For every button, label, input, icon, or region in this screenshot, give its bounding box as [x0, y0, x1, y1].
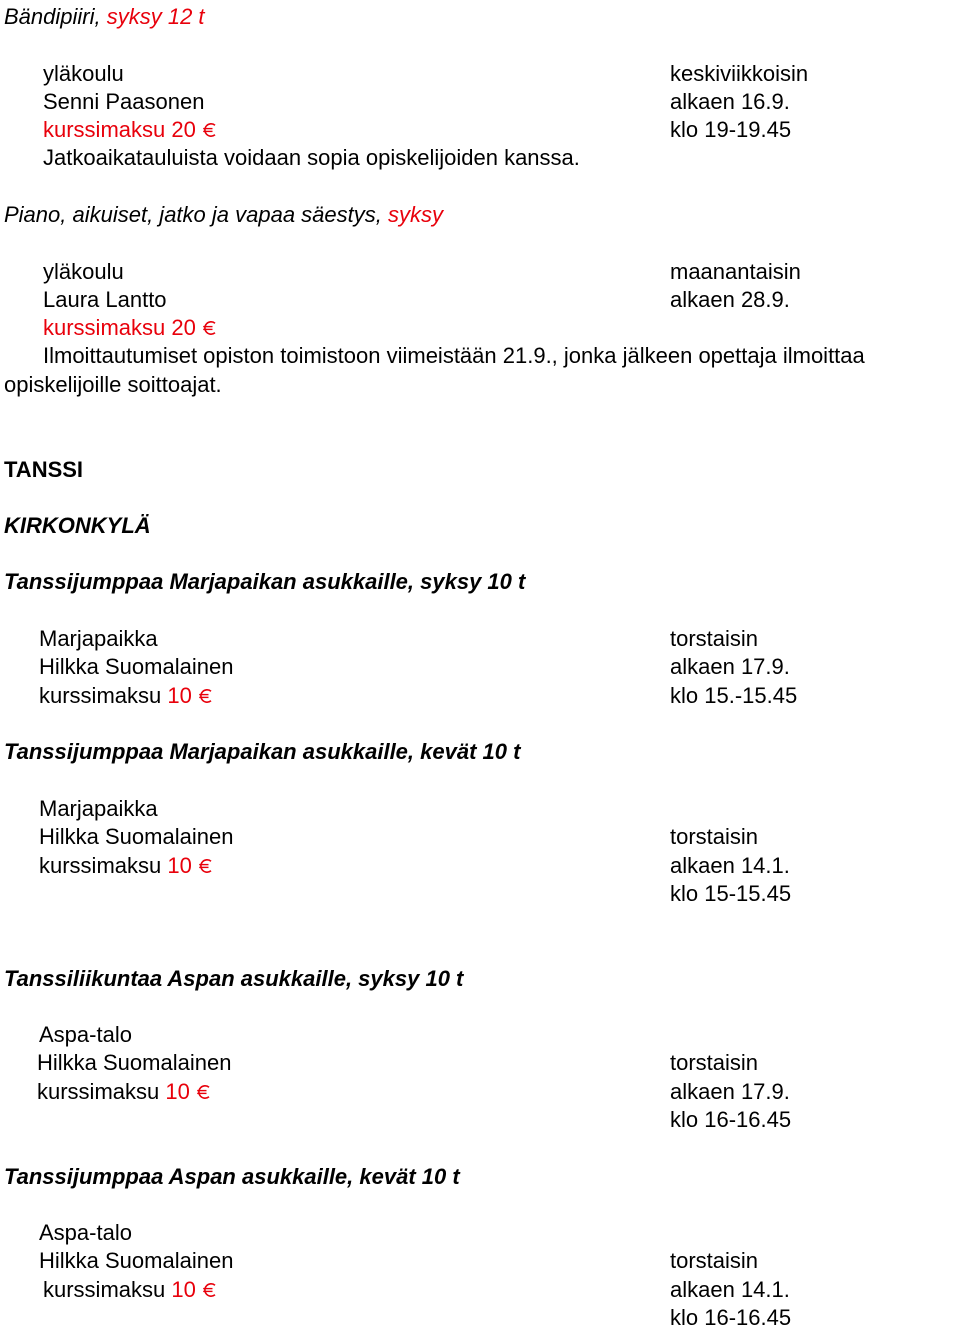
course2-fee-amount: 10 — [167, 853, 192, 878]
euro-icon — [198, 858, 214, 874]
piano-day: maanantaisin — [670, 259, 801, 284]
piano-teacher: Laura Lantto — [43, 287, 167, 312]
course4-title: Tanssijumppaa Aspan asukkaille, kevät 10 t — [4, 1164, 460, 1189]
bandipiiri-fee — [43, 119, 218, 141]
euro-icon — [202, 1282, 218, 1298]
course1-start: alkaen 17.9. — [670, 654, 790, 679]
piano-note-line2: opiskelijoille soittoajat. — [4, 372, 222, 397]
course1-teacher: Hilkka Suomalainen — [39, 654, 234, 679]
section-heading: TANSSI — [4, 457, 84, 482]
course4-fee-label: kurssimaksu — [43, 1277, 166, 1302]
euro-icon — [202, 122, 218, 138]
course3-teacher: Hilkka Suomalainen — [37, 1050, 232, 1075]
course1-title: Tanssijumppaa Marjapaikan asukkaille, syksy 10 t — [4, 569, 526, 594]
course2-time: klo 15-15.45 — [670, 881, 792, 906]
bandipiiri-fee-label: kurssimaksu — [43, 117, 166, 142]
piano-fee — [43, 317, 218, 339]
course2-day: torstaisin — [670, 824, 759, 849]
course3-fee-amount: 10 — [165, 1079, 190, 1104]
piano-start: alkaen 28.9. — [670, 287, 790, 312]
course3-fee — [37, 1081, 212, 1103]
course1-time: klo 15.-15.45 — [670, 683, 798, 708]
course4-fee — [43, 1279, 218, 1301]
piano-title — [4, 204, 443, 226]
course3-time: klo 16-16.45 — [670, 1107, 792, 1132]
bandipiiri-fee-amount: 20 — [171, 117, 196, 142]
course2-start: alkaen 14.1. — [670, 853, 790, 878]
euro-icon — [198, 688, 214, 704]
course1-fee-label: kurssimaksu — [39, 683, 162, 708]
bandipiiri-day: keskiviikkoisin — [670, 61, 809, 86]
bandipiiri-title-text: Bändipiiri, — [4, 4, 101, 29]
course4-place: Aspa-talo — [39, 1220, 132, 1245]
piano-title-suffix: syksy — [388, 202, 444, 227]
bandipiiri-level: yläkoulu — [43, 61, 124, 86]
bandipiiri-note: Jatkoaikatauluista voidaan sopia opiskelijoiden kanssa. — [43, 145, 580, 170]
area-heading: KIRKONKYLÄ — [4, 513, 151, 538]
course4-teacher: Hilkka Suomalainen — [39, 1248, 234, 1273]
course1-place: Marjapaikka — [39, 626, 158, 651]
bandipiiri-title — [4, 6, 205, 28]
piano-fee-amount: 20 — [171, 315, 196, 340]
course2-fee — [39, 855, 214, 877]
course1-fee — [39, 685, 214, 707]
course2-place: Marjapaikka — [39, 796, 158, 821]
course1-fee-amount: 10 — [167, 683, 192, 708]
course4-time: klo 16-16.45 — [670, 1305, 792, 1330]
course3-place: Aspa-talo — [39, 1022, 132, 1047]
course3-day: torstaisin — [670, 1050, 759, 1075]
euro-icon — [196, 1084, 212, 1100]
bandipiiri-start: alkaen 16.9. — [670, 89, 790, 114]
course3-fee-label: kurssimaksu — [37, 1079, 160, 1104]
course3-title: Tanssiliikuntaa Aspan asukkaille, syksy 10 t — [4, 966, 464, 991]
course4-day: torstaisin — [670, 1248, 759, 1273]
piano-fee-label: kurssimaksu — [43, 315, 166, 340]
piano-note-line1: Ilmoittautumiset opiston toimistoon viimeistään 21.9., jonka jälkeen opettaja ilmoittaa — [43, 343, 865, 368]
course3-start: alkaen 17.9. — [670, 1079, 790, 1104]
euro-icon — [202, 320, 218, 336]
course2-fee-label: kurssimaksu — [39, 853, 162, 878]
piano-title-text: Piano, aikuiset, jatko ja vapaa säestys, — [4, 202, 382, 227]
course1-day: torstaisin — [670, 626, 759, 651]
course2-teacher: Hilkka Suomalainen — [39, 824, 234, 849]
course2-title: Tanssijumppaa Marjapaikan asukkaille, kevät 10 t — [4, 739, 521, 764]
bandipiiri-teacher: Senni Paasonen — [43, 89, 205, 114]
piano-level: yläkoulu — [43, 259, 124, 284]
course4-start: alkaen 14.1. — [670, 1277, 790, 1302]
bandipiiri-title-suffix: syksy 12 t — [106, 4, 205, 29]
bandipiiri-time: klo 19-19.45 — [670, 117, 792, 142]
course4-fee-amount: 10 — [171, 1277, 196, 1302]
